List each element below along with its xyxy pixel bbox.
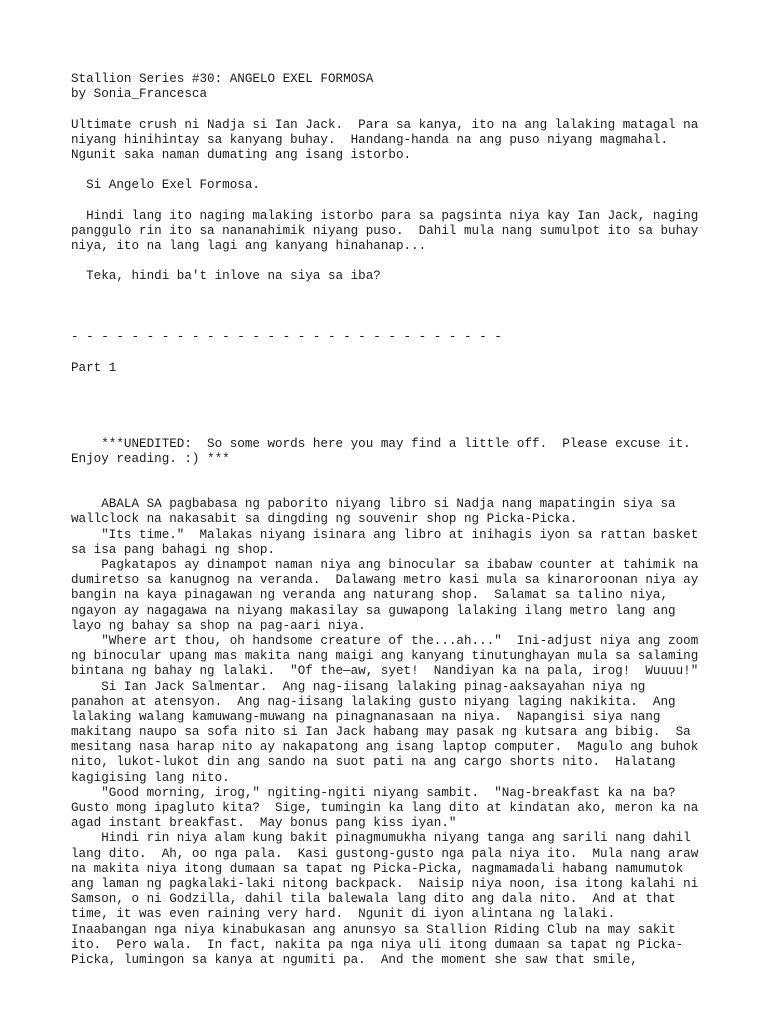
text-line: Hindi lang ito naging malaking istorbo para sa pagsinta niya kay Ian Jack, naging bbox=[71, 208, 699, 223]
text-line: "Where art thou, oh handsome creature of the...ah..." Ini-adjust niya ang zoom bbox=[71, 633, 699, 648]
text-line: ngayon ay nagagawa na niyang makasilay sa guwapong lalaking ilang metro lang ang bbox=[71, 603, 676, 618]
text-line: Part 1 bbox=[71, 360, 117, 375]
blank-line bbox=[71, 102, 711, 117]
blank-line bbox=[71, 391, 711, 406]
text-line: Stallion Series #30: ANGELO EXEL FORMOSA bbox=[71, 72, 374, 86]
text-line: na makita niya itong dumaan sa tapat ng Picka-Picka, nagmamadali habang namumutok bbox=[71, 861, 684, 876]
blank-line bbox=[71, 300, 711, 315]
blank-line bbox=[71, 194, 711, 209]
blank-line bbox=[71, 482, 711, 497]
text-line: lang dito. Ah, oo nga pala. Kasi gustong-gusto nga pala niya ito. Mula nang araw bbox=[71, 846, 699, 861]
text-line: mesitang nasa harap nito ay nakapatong ang isang laptop computer. Magulo ang buhok bbox=[71, 740, 699, 755]
text-line: Enjoy reading. :) *** bbox=[71, 451, 230, 466]
text-line: time, it was even raining very hard. Ngunit di iyon alintana ng lalaki. bbox=[71, 907, 616, 922]
text-line: Gusto mong ipagluto kita? Sige, tumingin ka lang dito at kindatan ako, meron ka na bbox=[71, 801, 699, 815]
blank-line bbox=[71, 163, 711, 178]
text-line: Samson, o ni Godzilla, dahil tila balewala lang dito ang dala nito. And at that bbox=[71, 892, 676, 907]
text-line: niyang hinihintay sa kanyang buhay. Handang-handa na ang puso niyang magmahal. bbox=[71, 132, 669, 147]
text-line: Si Angelo Exel Formosa. bbox=[71, 178, 260, 193]
text-line: bangin na kaya pinagawan ng veranda ang naturang shop. Salamat sa talino niya, bbox=[71, 588, 669, 603]
text-line: ito. Pero wala. In fact, nakita pa nga niya uli itong dumaan sa tapat ng Picka- bbox=[71, 937, 684, 952]
text-line: by Sonia_Francesca bbox=[71, 87, 208, 102]
text-line: wallclock na nakasabit sa dingding ng souvenir shop ng Picka-Picka. bbox=[71, 512, 578, 527]
document-page bbox=[71, 72, 711, 968]
blank-line bbox=[71, 285, 711, 300]
text-line: layo ng bahay sa shop na pag-aari niya. bbox=[71, 618, 366, 633]
text-line: nito, lukot-lukot din ang sando na suot pati na ang cargo shorts nito. Halatang bbox=[71, 755, 676, 770]
text-line: lalaking walang kamuwang-muwang na pinagnanasaan na niya. Napangisi siya nang bbox=[71, 709, 661, 724]
blank-line bbox=[71, 406, 711, 421]
blank-line bbox=[71, 254, 711, 269]
text-line: Hindi rin niya alam kung bakit pinagmumukha niyang tanga ang sarili nang dahil bbox=[71, 831, 691, 846]
text-line: makitang naupo sa sofa nito si Ian Jack habang may pasak ng kutsara ang bibig. Sa bbox=[71, 725, 691, 740]
text-line: ***UNEDITED: So some words here you may find a little off. Please excuse it. bbox=[71, 436, 691, 451]
blank-line bbox=[71, 421, 711, 436]
text-line: Picka, lumingon sa kanya at ngumiti pa. And the moment she saw that smile, bbox=[71, 952, 638, 967]
text-line: agad instant breakfast. May bonus pang kiss iyan." bbox=[71, 816, 457, 831]
text-line: kagigising lang nito. bbox=[71, 770, 230, 785]
text-line: dumiretso sa kanugnog na veranda. Dalawang metro kasi mula sa kinaroroonan niya ay bbox=[71, 573, 699, 588]
text-line: sa isa pang bahagi ng shop. bbox=[71, 542, 276, 557]
blank-line bbox=[71, 315, 711, 330]
text-line: Ultimate crush ni Nadja si Ian Jack. Para sa kanya, ito na ang lalaking matagal na bbox=[71, 117, 699, 132]
text-line: Teka, hindi ba't inlove na siya sa iba? bbox=[71, 269, 381, 284]
text-line: ABALA SA pagbabasa ng paborito niyang libro si Nadja nang mapatingin siya sa bbox=[71, 497, 676, 512]
text-line: Ngunit saka naman dumating ang isang istorbo. bbox=[71, 147, 412, 162]
text-line: ng binocular upang mas makita nang maigi ang kanyang tinutunghayan mula sa salaming bbox=[71, 649, 699, 664]
text-line: Pagkatapos ay dinampot naman niya ang binocular sa ibabaw counter at tahimik na bbox=[71, 558, 699, 572]
text-line: Inaabangan nga niya kinabukasan ang anunsyo sa Stallion Riding Club na may sakit bbox=[71, 922, 676, 937]
text-line: - - - - - - - - - - - - - - - - - - - - - - - - - - - - - bbox=[71, 330, 502, 345]
text-line: "Its time." Malakas niyang isinara ang libro at inihagis iyon sa rattan basket bbox=[71, 527, 699, 542]
text-line: Si Ian Jack Salmentar. Ang nag-iisang lalaking pinag-aaksayahan niya ng bbox=[71, 679, 646, 694]
blank-line bbox=[71, 467, 711, 482]
text-line: bintana ng bahay ng lalaki. "Of the—aw, syet! Nandiyan ka na pala, irog! Wuuuu!" bbox=[71, 664, 699, 679]
text-line: ang laman ng pagkalaki-laki nitong backpack. Naisip niya noon, isa itong kalahi ni bbox=[71, 876, 699, 891]
text-line: niya, ito na lang lagi ang kanyang hinahanap... bbox=[71, 239, 427, 254]
blank-line bbox=[71, 376, 711, 391]
blank-line bbox=[71, 345, 711, 360]
text-line: "Good morning, irog," ngiting-ngiti niyang sambit. "Nag-breakfast ka na ba? bbox=[71, 785, 676, 800]
text-line: panggulo rin ito sa nananahimik niyang puso. Dahil mula nang sumulpot ito sa buhay bbox=[71, 223, 699, 238]
text-line: panahon at atensyon. Ang nag-iisang lalaking gusto niyang laging nakikita. Ang bbox=[71, 694, 676, 709]
